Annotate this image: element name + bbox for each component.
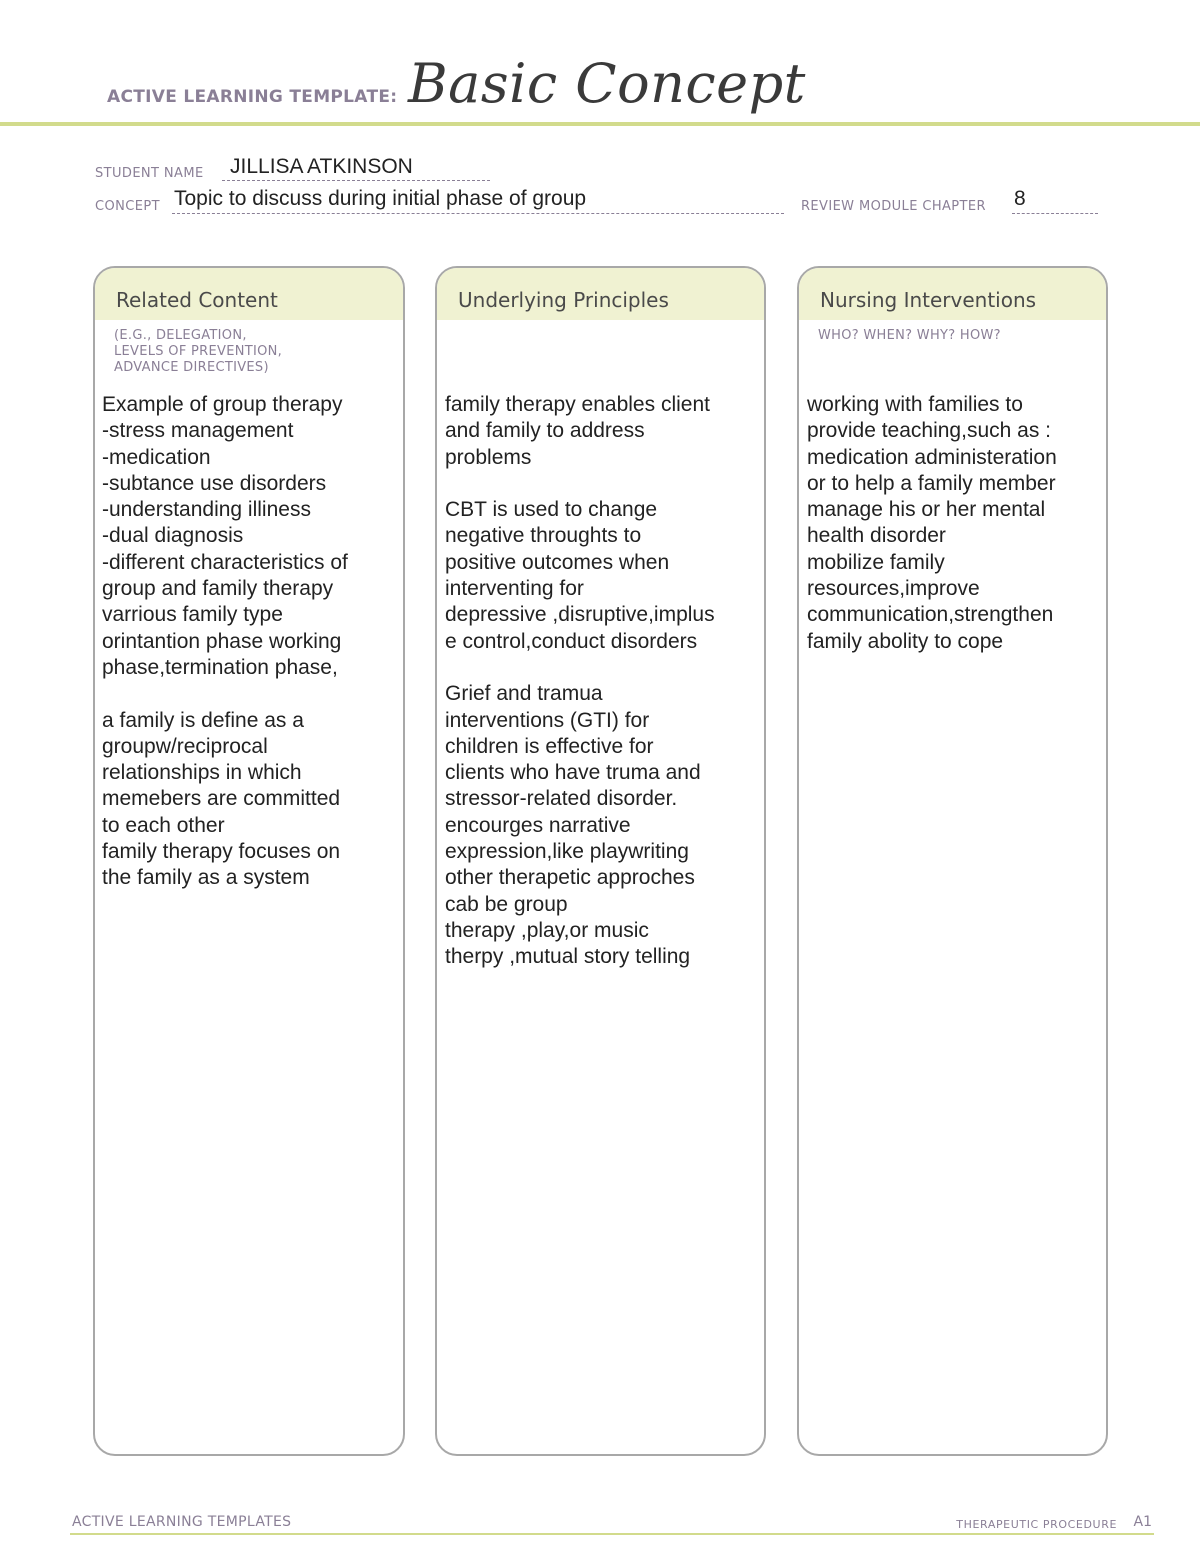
concept-underline: [172, 213, 784, 214]
header-divider: [0, 122, 1200, 126]
related-content-text[interactable]: Example of group therapy -stress management -medication -subtance use disorders -understanding illiness -dual diagnosis -different characteristics of group and family therapy varrious family type orintantion phase working phase,termination phase, a family is define as a groupw/reciprocal relationships in which memebers are committed to each other family therapy focuses on the family as a system: [102, 393, 348, 890]
student-name-field[interactable]: JILLISA ATKINSON: [230, 155, 413, 178]
footer-left-label: ACTIVE LEARNING TEMPLATES: [72, 1514, 292, 1530]
related-content-subtitle: (E.G., DELEGATION, LEVELS OF PREVENTION, ADVANCE DIRECTIVES): [114, 328, 283, 375]
underlying-principles-title: Underlying Principles: [458, 288, 669, 312]
related-content-title: Related Content: [116, 288, 278, 312]
page-title: Basic Concept: [408, 52, 806, 115]
footer-divider: [70, 1533, 1154, 1535]
chapter-label: REVIEW MODULE CHAPTER: [801, 199, 986, 214]
nursing-interventions-subtitle: WHO? WHEN? WHY? HOW?: [818, 328, 1001, 343]
nursing-interventions-title: Nursing Interventions: [820, 288, 1037, 312]
underlying-principles-text[interactable]: family therapy enables client and family to address problems CBT is used to change negative throughts to positive outcomes when interventing for depressive ,disruptive,implus e control,conduct disorders Grief and tramua interventions (GTI) for children is effective for clients who have truma and stressor-related disorder. encourges narrative expression,like playwriting other therapetic approches cab be group therapy ,play,or music therpy ,mutual story telling: [445, 393, 715, 969]
chapter-underline: [1012, 213, 1098, 214]
related-content-box: [93, 266, 405, 1456]
student-name-underline: [222, 180, 490, 181]
concept-label: CONCEPT: [95, 199, 160, 214]
footer-page-number: A1: [1133, 1514, 1152, 1530]
underlying-principles-box: [435, 266, 766, 1456]
concept-field[interactable]: Topic to discuss during initial phase of group: [174, 187, 587, 210]
student-name-label: STUDENT NAME: [95, 166, 204, 181]
header-label: ACTIVE LEARNING TEMPLATE:: [107, 87, 398, 107]
nursing-interventions-box: [797, 266, 1108, 1456]
footer-right-label: THERAPEUTIC PROCEDURE: [956, 1518, 1117, 1531]
nursing-interventions-text[interactable]: working with families to provide teaching,such as : medication administeration or to help a family member manage his or her mental health disorder mobilize family resources,improve communication,strengthen family abolity to cope: [807, 393, 1057, 653]
chapter-field[interactable]: 8: [1014, 187, 1026, 210]
